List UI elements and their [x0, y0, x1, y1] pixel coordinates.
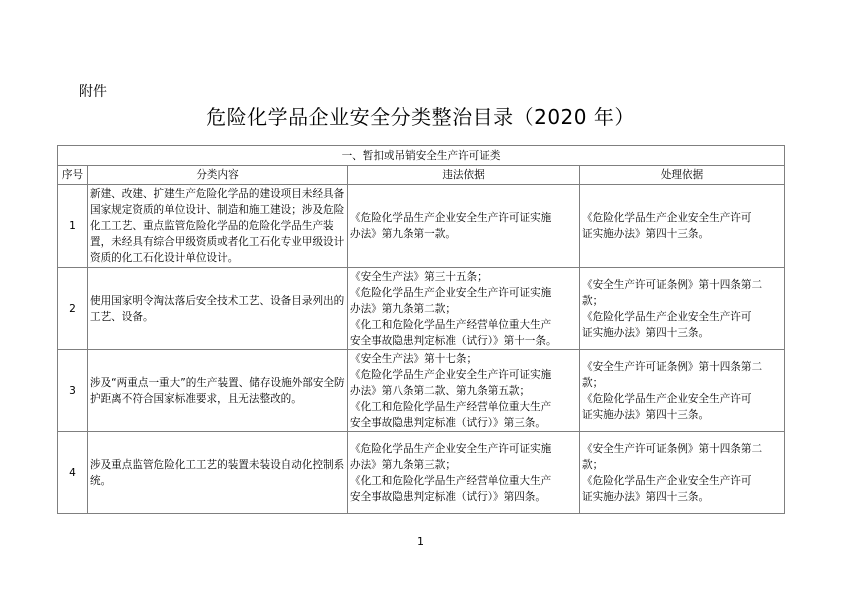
row-number: 2 [58, 268, 88, 350]
row-number: 4 [58, 432, 88, 514]
handling-line: 《危险化学品生产企业安全生产许可 [582, 392, 752, 405]
table-row [58, 185, 785, 268]
handling-line: 款； [582, 458, 604, 471]
violation-line: 《化工和危险化学品生产经营单位重大生产 [350, 400, 552, 413]
handling-line: 款； [582, 294, 604, 307]
handling-line: 《安全生产许可证条例》第十四条第二 [582, 360, 763, 373]
row-content: 新建、改建、扩建生产危险化学品的建设项目未经具备国家规定资质的单位设计、制造和施工建设；涉及危险化工工艺、重点监管危险化学品的危险化学品生产装置，未经具有综合甲级资质或者化工石化专业甲级设计资质的化工石化设计单位设计。 [88, 185, 348, 268]
violation-line: 办法》第九条第一款。 [350, 228, 456, 240]
header-row [58, 166, 785, 185]
row-content: 涉及“两重点一重大”的生产装置、储存设施外部安全防护距离不符合国家标准要求，且无法整改的。 [88, 350, 348, 432]
violation-line: 《化工和危险化学品生产经营单位重大生产 [350, 474, 552, 487]
violation-line: 《危险化学品生产企业安全生产许可证实施 [350, 442, 552, 455]
handling-line: 证实施办法》第四十三条。 [582, 408, 710, 421]
document-title: 危险化学品企业安全分类整治目录（2020 年） [206, 105, 635, 129]
violation-line: 《危险化学品生产企业安全生产许可证实施 [350, 368, 552, 381]
violation-line: 办法》第八条第二款、第九条第五款； [350, 384, 531, 397]
row-handling-basis [580, 432, 785, 514]
table-row [58, 268, 785, 350]
violation-line: 《化工和危险化学品生产经营单位重大生产 [350, 318, 552, 331]
table-row [58, 350, 785, 432]
row-violation-basis [348, 185, 580, 268]
violation-line: 《安全生产法》第三十五条； [350, 270, 488, 283]
handling-line: 《危险化学品生产企业安全生产许可 [582, 474, 752, 487]
table-row [58, 432, 785, 514]
section-row [58, 146, 785, 166]
violation-line: 《危险化学品生产企业安全生产许可证实施 [350, 212, 552, 224]
attachment-label: 附件 [79, 84, 107, 100]
column-header-no: 序号 [58, 166, 88, 185]
row-violation-basis [348, 350, 580, 432]
classification-table [57, 145, 785, 514]
column-header-handling: 处理依据 [580, 166, 785, 185]
violation-line: 办法》第九条第三款； [350, 458, 456, 471]
handling-line: 款； [582, 376, 604, 389]
violation-line: 《安全生产法》第十七条； [350, 352, 478, 365]
row-handling-basis [580, 185, 785, 268]
column-header-violation: 违法依据 [348, 166, 580, 185]
row-number: 1 [58, 185, 88, 268]
violation-line: 安全事故隐患判定标准（试行）》第三条。 [350, 416, 546, 429]
violation-line: 《危险化学品生产企业安全生产许可证实施 [350, 286, 552, 299]
violation-line: 安全事故隐患判定标准（试行）》第四条。 [350, 490, 546, 503]
row-content: 涉及重点监管危险化工工艺的装置未装设自动化控制系统。 [88, 432, 348, 514]
row-violation-basis [348, 432, 580, 514]
row-handling-basis [580, 268, 785, 350]
row-content: 使用国家明令淘汰落后安全技术工艺、设备目录列出的工艺、设备。 [88, 268, 348, 350]
handling-line: 证实施办法》第四十三条。 [582, 326, 710, 339]
handling-line: 证实施办法》第四十三条。 [582, 228, 710, 240]
row-number: 3 [58, 350, 88, 432]
page-number: 1 [417, 535, 424, 548]
row-violation-basis [348, 268, 580, 350]
handling-line: 《安全生产许可证条例》第十四条第二 [582, 278, 763, 291]
handling-line: 《危险化学品生产企业安全生产许可 [582, 310, 752, 323]
handling-line: 《危险化学品生产企业安全生产许可 [582, 212, 752, 224]
section-heading: 一、暂扣或吊销安全生产许可证类 [58, 146, 785, 166]
handling-line: 证实施办法》第四十三条。 [582, 490, 710, 503]
column-header-content: 分类内容 [88, 166, 348, 185]
handling-line: 《安全生产许可证条例》第十四条第二 [582, 442, 763, 455]
violation-line: 安全事故隐患判定标准（试行）》第十一条。 [350, 334, 557, 347]
violation-line: 办法》第九条第二款； [350, 302, 456, 315]
row-handling-basis [580, 350, 785, 432]
